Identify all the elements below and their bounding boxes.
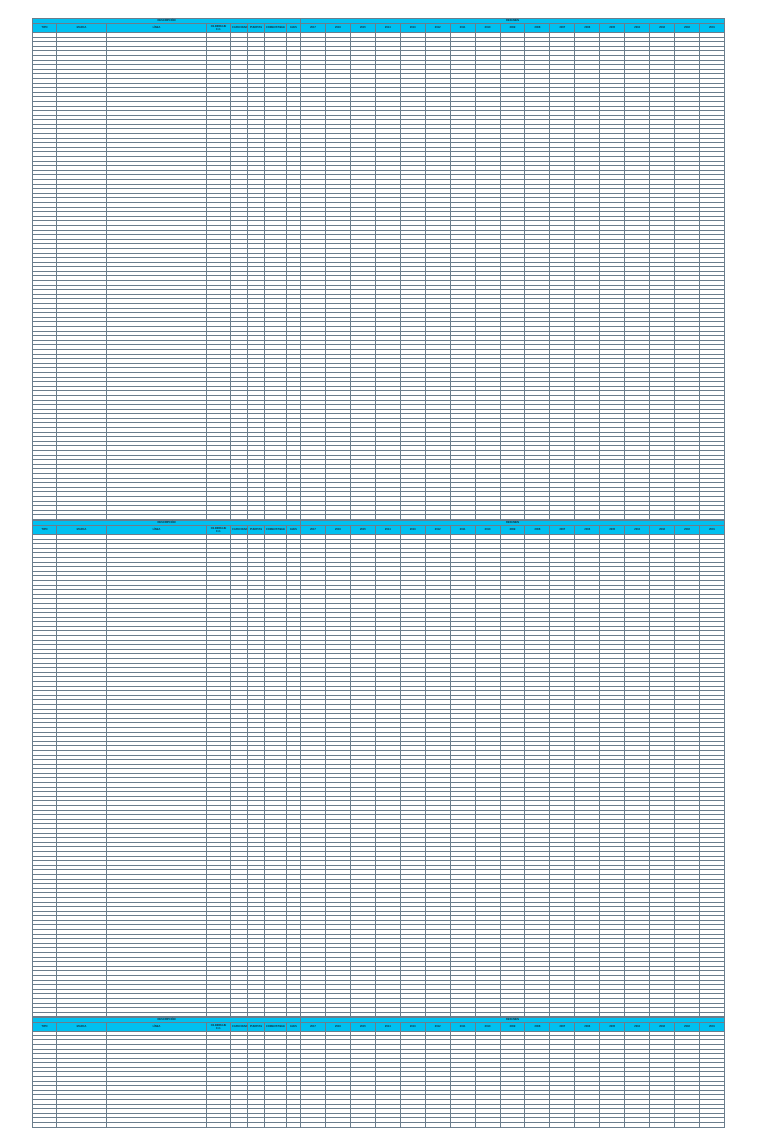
column-header: 2014 bbox=[375, 24, 400, 33]
column-header: 2009 bbox=[500, 526, 525, 535]
group-header-description: DESCRIPCIÓN bbox=[33, 19, 301, 24]
column-header: 2007 bbox=[550, 24, 575, 33]
column-header: CILINDRAJE C.C. bbox=[207, 526, 231, 535]
column-header: 2006 bbox=[575, 24, 600, 33]
column-header: CAPACIDAD bbox=[231, 24, 248, 33]
sheet-page-2 bbox=[32, 520, 724, 1128]
column-header: LÍNEA bbox=[107, 24, 207, 33]
column-header: 2005 bbox=[600, 24, 625, 33]
column-header-row bbox=[33, 526, 725, 535]
column-header: MARCA bbox=[57, 526, 107, 535]
column-header: PUERTAS bbox=[248, 24, 265, 33]
column-header: 2012 bbox=[425, 526, 450, 535]
column-header: 2011 bbox=[450, 24, 475, 33]
column-header: 2002 bbox=[675, 526, 700, 535]
column-header: 2001 bbox=[700, 24, 725, 33]
column-header: EJES bbox=[287, 24, 301, 33]
column-header: 2014 bbox=[375, 526, 400, 535]
group-header-summary: RESUMEN bbox=[301, 19, 725, 24]
column-header: 2002 bbox=[675, 24, 700, 33]
column-header: 2016 bbox=[325, 526, 350, 535]
column-header: LÍNEA bbox=[107, 526, 207, 535]
column-header: 2005 bbox=[600, 526, 625, 535]
group-header-description: DESCRIPCIÓN bbox=[33, 521, 301, 526]
column-header: 2013 bbox=[400, 526, 425, 535]
column-header: 2008 bbox=[525, 526, 550, 535]
column-header: 2013 bbox=[400, 24, 425, 33]
column-header: 2012 bbox=[425, 24, 450, 33]
column-header: 2003 bbox=[650, 526, 675, 535]
column-header: 2017 bbox=[301, 526, 326, 535]
column-header: MARCA bbox=[57, 24, 107, 33]
column-header: EJES bbox=[287, 526, 301, 535]
column-header: 2009 bbox=[500, 24, 525, 33]
column-header: 2011 bbox=[450, 526, 475, 535]
column-header: 2008 bbox=[525, 24, 550, 33]
column-header: TIPO bbox=[33, 526, 57, 535]
column-header: 2003 bbox=[650, 24, 675, 33]
vehicle-value-table bbox=[32, 520, 725, 1128]
column-header: TIPO bbox=[33, 24, 57, 33]
column-header: 2007 bbox=[550, 526, 575, 535]
column-header: 2001 bbox=[700, 526, 725, 535]
column-header: PUERTAS bbox=[248, 526, 265, 535]
group-header-summary: RESUMEN bbox=[301, 521, 725, 526]
column-header: 2015 bbox=[350, 526, 375, 535]
column-header: 2004 bbox=[625, 526, 650, 535]
column-header: 2010 bbox=[475, 24, 500, 33]
column-header: 2016 bbox=[325, 24, 350, 33]
column-header: 2006 bbox=[575, 526, 600, 535]
column-header: COMBUSTIBLE bbox=[265, 24, 287, 33]
column-header: CILINDRAJE C.C. bbox=[207, 24, 231, 33]
column-header: 2015 bbox=[350, 24, 375, 33]
column-header: 2004 bbox=[625, 24, 650, 33]
column-header-row bbox=[33, 24, 725, 33]
table-body bbox=[33, 535, 725, 1128]
column-header: 2017 bbox=[301, 24, 326, 33]
column-header: 2010 bbox=[475, 526, 500, 535]
column-header: COMBUSTIBLE bbox=[265, 526, 287, 535]
column-header: CAPACIDAD bbox=[231, 526, 248, 535]
